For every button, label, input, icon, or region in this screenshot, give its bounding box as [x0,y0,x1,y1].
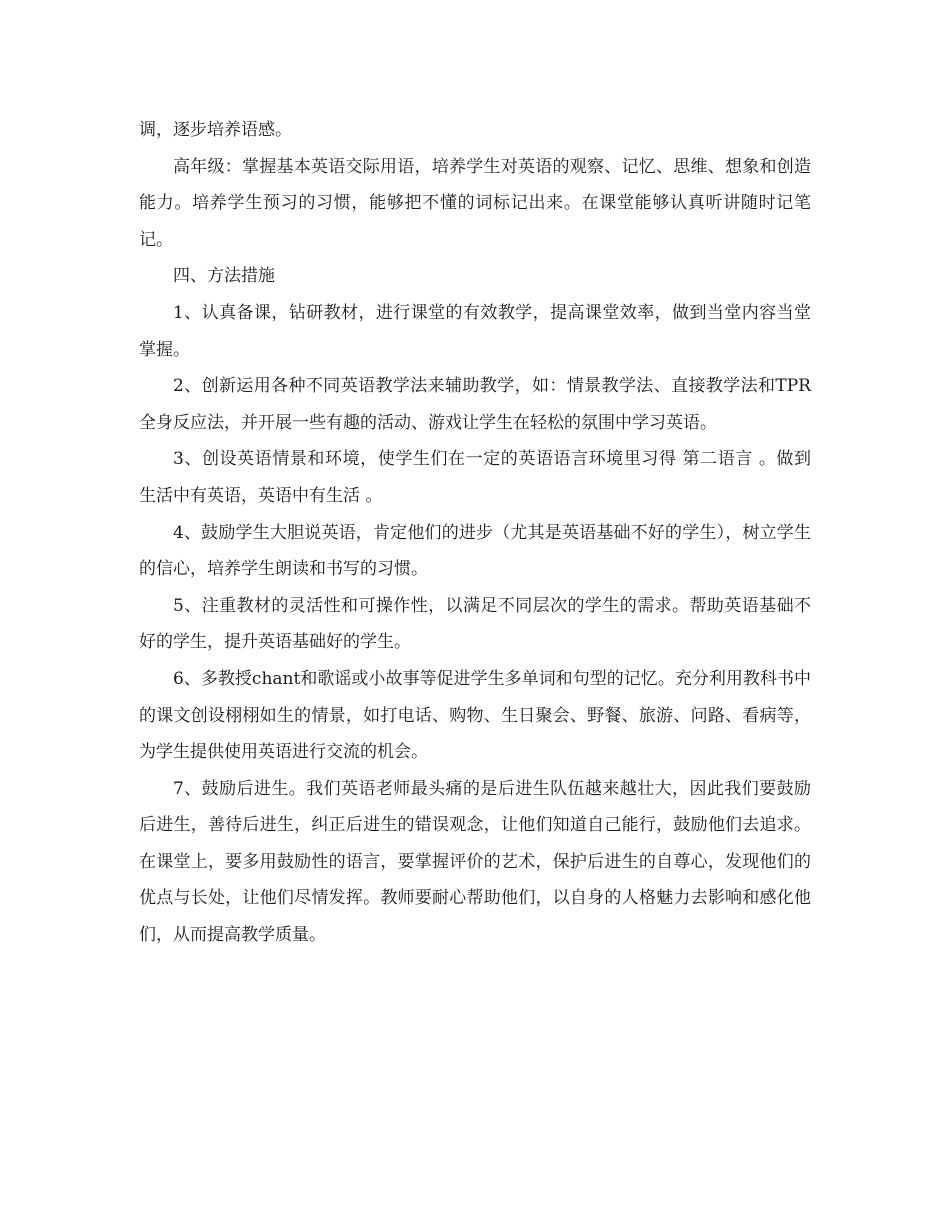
document-body [139,112,811,954]
paragraph-item-5: 5、注重教材的灵活性和可操作性，以满足不同层次的学生的需求。帮助英语基础不好的学生，提升英语基础好的学生。 [139,595,811,653]
paragraph-item-6: 6、多教授chant和歌谣或小故事等促进学生多单词和句型的记忆。充分利用教科书中的课文创设栩栩如生的情景，如打电话、购物、生日聚会、野餐、旅游、问路、看病等，为学生提供使用英语进行交流的机会。 [139,668,811,763]
paragraph-item-4: 4、鼓励学生大胆说英语，肯定他们的进步（尤其是英语基础不好的学生），树立学生的信心，培养学生朗读和书写的习惯。 [139,522,811,580]
paragraph-item-2: 2、创新运用各种不同英语教学法来辅助教学，如：情景教学法、直接教学法和TPR全身反应法，并开展一些有趣的活动、游戏让学生在轻松的氛围中学习英语。 [139,376,811,433]
section-heading-methods: 四、方法措施 [173,266,275,287]
paragraph-item-1: 1、认真备课，钻研教材，进行课堂的有效教学，提高课堂效率，做到当堂内容当堂掌握。 [139,302,811,360]
paragraph-item-3: 3、创设英语情景和环境，使学生们在一定的英语语言环境里习得 第二语言 。做到 生活中有英语，英语中有生活 。 [139,449,811,506]
paragraph-continuation: 调，逐步培养语感。 [139,120,292,140]
paragraph-senior-grade: 高年级：掌握基本英语交际用语，培养学生对英语的观察、记忆、思维、想象和创造能力。培养学生预习的习惯，能够把不懂的词标记出来。在课堂能够认真听讲随时记笔记。 [139,156,811,250]
paragraph-item-7: 7、鼓励后进生。我们英语老师最头痛的是后进生队伍越来越壮大，因此我们要鼓励后进生，善待后进生，纠正后进生的错误观念，让他们知道自己能行，鼓励他们去追求。在课堂上，要多用鼓励性的语言，要掌握评价的艺术，保护后进生的自尊心，发现他们的优点与长处，让他们尽情发挥。教师要耐心帮助他们，以自身的人格魅力去影响和感化他们，从而提高教学质量。 [139,778,811,946]
